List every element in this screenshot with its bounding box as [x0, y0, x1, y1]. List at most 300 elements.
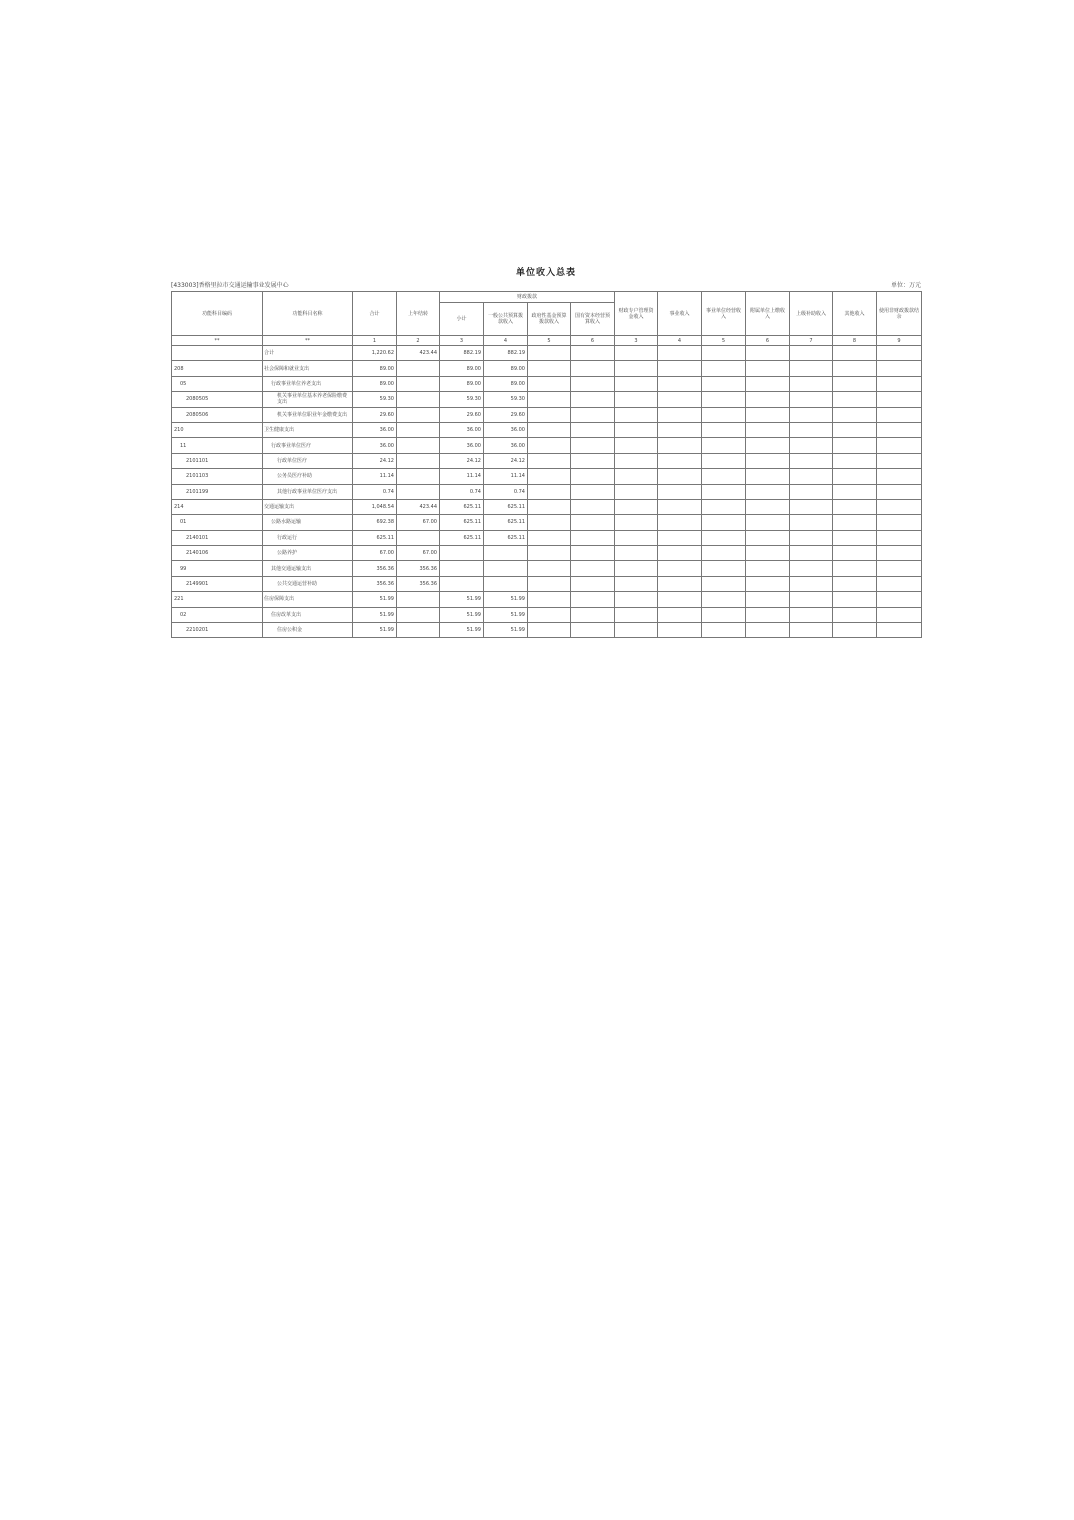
table-row — [172, 407, 922, 422]
column-index-cell: 5 — [702, 336, 746, 346]
func-name-cell: 行政事业单位养老支出 — [263, 376, 353, 391]
header-subordinate: 附属单位上缴收入 — [746, 292, 790, 336]
empty-cell — [528, 469, 571, 484]
empty-cell — [571, 576, 615, 591]
carryover-cell — [397, 484, 440, 499]
empty-cell — [615, 376, 658, 391]
carryover-cell — [397, 530, 440, 545]
empty-cell — [702, 346, 746, 361]
empty-cell — [877, 515, 922, 530]
empty-cell — [571, 623, 615, 638]
empty-cell — [528, 561, 571, 576]
general-budget-cell: 882.19 — [484, 346, 528, 361]
func-code-cell: 221 — [172, 592, 263, 607]
empty-cell — [658, 438, 702, 453]
func-name-cell: 公务员医疗补助 — [263, 469, 353, 484]
func-code-cell: 11 — [172, 438, 263, 453]
subtotal-cell: 59.30 — [440, 392, 484, 407]
table-row — [172, 499, 922, 514]
func-name-cell: 其他交通运输支出 — [263, 561, 353, 576]
column-index-cell: 6 — [746, 336, 790, 346]
empty-cell — [790, 469, 833, 484]
empty-cell — [615, 484, 658, 499]
subtotal-cell: 625.11 — [440, 515, 484, 530]
empty-cell — [790, 438, 833, 453]
table-row — [172, 453, 922, 468]
empty-cell — [746, 469, 790, 484]
empty-cell — [702, 623, 746, 638]
func-code-cell: 01 — [172, 515, 263, 530]
empty-cell — [615, 546, 658, 561]
empty-cell — [528, 499, 571, 514]
func-name-cell: 公共交通运营补助 — [263, 576, 353, 591]
empty-cell — [571, 422, 615, 437]
header-subtotal: 小计 — [440, 303, 484, 336]
header-state-capital: 国有资本经营预算收入 — [571, 303, 615, 336]
empty-cell — [615, 623, 658, 638]
empty-cell — [877, 561, 922, 576]
general-budget-cell: 11.14 — [484, 469, 528, 484]
empty-cell — [877, 469, 922, 484]
empty-cell — [790, 376, 833, 391]
column-index-cell: 3 — [440, 336, 484, 346]
empty-cell — [746, 484, 790, 499]
empty-cell — [658, 422, 702, 437]
empty-cell — [702, 469, 746, 484]
total-cell: 51.99 — [353, 623, 397, 638]
empty-cell — [528, 346, 571, 361]
empty-cell — [877, 576, 922, 591]
total-cell: 67.00 — [353, 546, 397, 561]
general-budget-cell: 24.12 — [484, 453, 528, 468]
empty-cell — [571, 484, 615, 499]
table-row — [172, 346, 922, 361]
empty-cell — [746, 546, 790, 561]
subtotal-cell: 0.74 — [440, 484, 484, 499]
column-index-cell: 7 — [790, 336, 833, 346]
func-name-cell: 机关事业单位职业年金缴费支出 — [263, 407, 353, 422]
empty-cell — [658, 592, 702, 607]
empty-cell — [790, 407, 833, 422]
func-name-cell: 公路养护 — [263, 546, 353, 561]
total-cell: 356.36 — [353, 576, 397, 591]
income-summary-table — [171, 291, 922, 638]
empty-cell — [702, 499, 746, 514]
total-cell: 1,220.62 — [353, 346, 397, 361]
column-index-cell: 3 — [615, 336, 658, 346]
empty-cell — [702, 438, 746, 453]
empty-cell — [528, 361, 571, 376]
empty-cell — [571, 546, 615, 561]
general-budget-cell: 36.00 — [484, 438, 528, 453]
empty-cell — [528, 623, 571, 638]
column-index-cell: 9 — [877, 336, 922, 346]
empty-cell — [790, 453, 833, 468]
empty-cell — [746, 607, 790, 622]
empty-cell — [658, 499, 702, 514]
total-cell: 625.11 — [353, 530, 397, 545]
func-code-cell: 208 — [172, 361, 263, 376]
empty-cell — [658, 484, 702, 499]
subtotal-cell: 11.14 — [440, 469, 484, 484]
func-name-cell: 合计 — [263, 346, 353, 361]
empty-cell — [833, 453, 877, 468]
table-row — [172, 438, 922, 453]
empty-cell — [790, 361, 833, 376]
general-budget-cell: 625.11 — [484, 499, 528, 514]
empty-cell — [877, 438, 922, 453]
func-code-cell: 2210201 — [172, 623, 263, 638]
total-cell: 29.60 — [353, 407, 397, 422]
empty-cell — [833, 422, 877, 437]
general-budget-cell — [484, 576, 528, 591]
empty-cell — [571, 561, 615, 576]
empty-cell — [615, 515, 658, 530]
empty-cell — [790, 392, 833, 407]
empty-cell — [746, 499, 790, 514]
empty-cell — [702, 361, 746, 376]
column-index-cell: 6 — [571, 336, 615, 346]
header-other: 其他收入 — [833, 292, 877, 336]
func-name-cell: 行政事业单位医疗 — [263, 438, 353, 453]
empty-cell — [833, 376, 877, 391]
empty-cell — [658, 453, 702, 468]
empty-cell — [702, 530, 746, 545]
general-budget-cell: 29.60 — [484, 407, 528, 422]
empty-cell — [790, 623, 833, 638]
empty-cell — [877, 623, 922, 638]
empty-cell — [746, 453, 790, 468]
empty-cell — [877, 346, 922, 361]
empty-cell — [833, 576, 877, 591]
empty-cell — [615, 561, 658, 576]
empty-cell — [571, 469, 615, 484]
carryover-cell — [397, 607, 440, 622]
empty-cell — [877, 592, 922, 607]
carryover-cell: 356.36 — [397, 576, 440, 591]
table-row — [172, 422, 922, 437]
empty-cell — [790, 484, 833, 499]
empty-cell — [702, 453, 746, 468]
empty-cell — [702, 422, 746, 437]
func-code-cell: 2140101 — [172, 530, 263, 545]
empty-cell — [790, 546, 833, 561]
func-code-cell: 05 — [172, 376, 263, 391]
header-total: 合计 — [353, 292, 397, 336]
column-index-cell: 1 — [353, 336, 397, 346]
empty-cell — [790, 515, 833, 530]
empty-cell — [790, 346, 833, 361]
empty-cell — [833, 607, 877, 622]
subtotal-cell: 51.99 — [440, 607, 484, 622]
column-index-cell: 4 — [484, 336, 528, 346]
empty-cell — [746, 576, 790, 591]
empty-cell — [528, 607, 571, 622]
general-budget-cell — [484, 561, 528, 576]
table-row — [172, 623, 922, 638]
empty-cell — [746, 407, 790, 422]
empty-cell — [702, 392, 746, 407]
empty-cell — [615, 392, 658, 407]
empty-cell — [877, 453, 922, 468]
empty-cell — [790, 499, 833, 514]
empty-cell — [615, 346, 658, 361]
carryover-cell — [397, 453, 440, 468]
carryover-cell — [397, 592, 440, 607]
func-code-cell: 2140106 — [172, 546, 263, 561]
general-budget-cell: 0.74 — [484, 484, 528, 499]
empty-cell — [877, 484, 922, 499]
carryover-cell — [397, 422, 440, 437]
header-operating: 事业单位经营收入 — [702, 292, 746, 336]
empty-cell — [658, 576, 702, 591]
func-code-cell: 2101103 — [172, 469, 263, 484]
empty-cell — [615, 407, 658, 422]
unit-name: [433003]香格里拉市交通运输事业发展中心 — [171, 282, 289, 289]
general-budget-cell: 89.00 — [484, 361, 528, 376]
general-budget-cell: 625.11 — [484, 530, 528, 545]
empty-cell — [571, 376, 615, 391]
column-index-row — [172, 336, 922, 346]
empty-cell — [615, 530, 658, 545]
func-name-cell: 行政运行 — [263, 530, 353, 545]
empty-cell — [790, 607, 833, 622]
table-row — [172, 376, 922, 391]
empty-cell — [528, 376, 571, 391]
empty-cell — [877, 407, 922, 422]
carryover-cell: 423.44 — [397, 346, 440, 361]
empty-cell — [833, 515, 877, 530]
carryover-cell — [397, 407, 440, 422]
empty-cell — [746, 623, 790, 638]
empty-cell — [790, 530, 833, 545]
header-general-budget: 一般公共预算拨款收入 — [484, 303, 528, 336]
func-name-cell: 行政单位医疗 — [263, 453, 353, 468]
func-code-cell: 2101199 — [172, 484, 263, 499]
table-row — [172, 361, 922, 376]
empty-cell — [746, 515, 790, 530]
empty-cell — [615, 576, 658, 591]
func-name-cell: 住房保障支出 — [263, 592, 353, 607]
header-func-code: 功能科目编码 — [172, 292, 263, 336]
empty-cell — [833, 623, 877, 638]
empty-cell — [702, 607, 746, 622]
general-budget-cell: 59.30 — [484, 392, 528, 407]
empty-cell — [877, 499, 922, 514]
empty-cell — [877, 530, 922, 545]
empty-cell — [528, 515, 571, 530]
empty-cell — [790, 422, 833, 437]
func-code-cell: 99 — [172, 561, 263, 576]
empty-cell — [571, 438, 615, 453]
empty-cell — [571, 453, 615, 468]
empty-cell — [528, 422, 571, 437]
empty-cell — [615, 438, 658, 453]
total-cell: 89.00 — [353, 376, 397, 391]
empty-cell — [833, 561, 877, 576]
subtotal-cell: 24.12 — [440, 453, 484, 468]
empty-cell — [702, 546, 746, 561]
empty-cell — [746, 376, 790, 391]
empty-cell — [702, 376, 746, 391]
empty-cell — [833, 592, 877, 607]
total-cell: 51.99 — [353, 592, 397, 607]
empty-cell — [790, 561, 833, 576]
subtotal-cell: 625.11 — [440, 530, 484, 545]
empty-cell — [833, 392, 877, 407]
empty-cell — [702, 484, 746, 499]
empty-cell — [528, 453, 571, 468]
carryover-cell: 356.36 — [397, 561, 440, 576]
empty-cell — [658, 561, 702, 576]
header-fund-balance: 使用非财政拨款结余 — [877, 292, 922, 336]
subtotal-cell: 51.99 — [440, 592, 484, 607]
table-subheader — [171, 280, 921, 291]
empty-cell — [658, 546, 702, 561]
empty-cell — [571, 346, 615, 361]
empty-cell — [571, 530, 615, 545]
total-cell: 11.14 — [353, 469, 397, 484]
func-code-cell: 2080506 — [172, 407, 263, 422]
table-row — [172, 484, 922, 499]
total-cell: 89.00 — [353, 361, 397, 376]
general-budget-cell: 625.11 — [484, 515, 528, 530]
empty-cell — [790, 576, 833, 591]
empty-cell — [658, 607, 702, 622]
func-name-cell: 住房改革支出 — [263, 607, 353, 622]
empty-cell — [702, 561, 746, 576]
empty-cell — [528, 530, 571, 545]
table-row — [172, 592, 922, 607]
empty-cell — [615, 422, 658, 437]
empty-cell — [615, 607, 658, 622]
empty-cell — [702, 515, 746, 530]
empty-cell — [528, 392, 571, 407]
table-row — [172, 469, 922, 484]
total-cell: 1,048.54 — [353, 499, 397, 514]
table-row — [172, 607, 922, 622]
empty-cell — [571, 392, 615, 407]
carryover-cell — [397, 623, 440, 638]
subtotal-cell: 36.00 — [440, 422, 484, 437]
total-cell: 36.00 — [353, 422, 397, 437]
empty-cell — [746, 346, 790, 361]
empty-cell — [528, 407, 571, 422]
carryover-cell: 67.00 — [397, 546, 440, 561]
empty-cell — [833, 407, 877, 422]
table-row — [172, 530, 922, 545]
total-cell: 356.36 — [353, 561, 397, 576]
empty-cell — [702, 592, 746, 607]
empty-cell — [658, 623, 702, 638]
carryover-cell — [397, 392, 440, 407]
subtotal-cell — [440, 546, 484, 561]
carryover-cell — [397, 361, 440, 376]
empty-cell — [571, 607, 615, 622]
column-index-cell: 8 — [833, 336, 877, 346]
unit-label: 单位：万元 — [890, 282, 921, 289]
carryover-cell — [397, 438, 440, 453]
func-name-cell: 公路水路运输 — [263, 515, 353, 530]
total-cell: 692.38 — [353, 515, 397, 530]
empty-cell — [658, 407, 702, 422]
empty-cell — [702, 576, 746, 591]
empty-cell — [746, 422, 790, 437]
empty-cell — [877, 607, 922, 622]
empty-cell — [833, 530, 877, 545]
empty-cell — [746, 392, 790, 407]
header-special-fin: 财政专户管理资金收入 — [615, 292, 658, 336]
carryover-cell: 423.44 — [397, 499, 440, 514]
subtotal-cell: 36.00 — [440, 438, 484, 453]
total-cell: 51.99 — [353, 607, 397, 622]
empty-cell — [658, 361, 702, 376]
subtotal-cell: 882.19 — [440, 346, 484, 361]
table-row — [172, 576, 922, 591]
empty-cell — [528, 438, 571, 453]
general-budget-cell: 51.99 — [484, 623, 528, 638]
column-index-cell: 2 — [397, 336, 440, 346]
table-body — [172, 346, 922, 638]
empty-cell — [746, 561, 790, 576]
table-row — [172, 561, 922, 576]
column-index-cell: ** — [172, 336, 263, 346]
func-name-cell: 其他行政事业单位医疗支出 — [263, 484, 353, 499]
table-row — [172, 392, 922, 407]
func-code-cell: 02 — [172, 607, 263, 622]
empty-cell — [571, 407, 615, 422]
empty-cell — [833, 438, 877, 453]
func-code-cell — [172, 346, 263, 361]
total-cell: 59.30 — [353, 392, 397, 407]
header-func-name: 功能科目名称 — [263, 292, 353, 336]
column-index-cell: ** — [263, 336, 353, 346]
general-budget-cell — [484, 546, 528, 561]
empty-cell — [833, 361, 877, 376]
table-row — [172, 546, 922, 561]
subtotal-cell — [440, 561, 484, 576]
func-code-cell: 210 — [172, 422, 263, 437]
empty-cell — [528, 576, 571, 591]
table-row — [172, 515, 922, 530]
carryover-cell — [397, 469, 440, 484]
empty-cell — [658, 515, 702, 530]
empty-cell — [877, 376, 922, 391]
func-code-cell: 2149901 — [172, 576, 263, 591]
empty-cell — [877, 546, 922, 561]
func-name-cell: 住房公积金 — [263, 623, 353, 638]
document — [171, 266, 921, 638]
carryover-cell: 67.00 — [397, 515, 440, 530]
empty-cell — [528, 484, 571, 499]
empty-cell — [615, 499, 658, 514]
empty-cell — [833, 484, 877, 499]
general-budget-cell: 51.99 — [484, 592, 528, 607]
column-index-cell: 5 — [528, 336, 571, 346]
general-budget-cell: 89.00 — [484, 376, 528, 391]
empty-cell — [746, 592, 790, 607]
empty-cell — [658, 346, 702, 361]
subtotal-cell: 51.99 — [440, 623, 484, 638]
header-fiscal-group: 财政拨款 — [440, 292, 615, 303]
column-index-cell: 4 — [658, 336, 702, 346]
empty-cell — [615, 453, 658, 468]
empty-cell — [658, 376, 702, 391]
empty-cell — [833, 499, 877, 514]
empty-cell — [702, 407, 746, 422]
table-title: 单位收入总表 — [515, 268, 576, 278]
empty-cell — [833, 546, 877, 561]
